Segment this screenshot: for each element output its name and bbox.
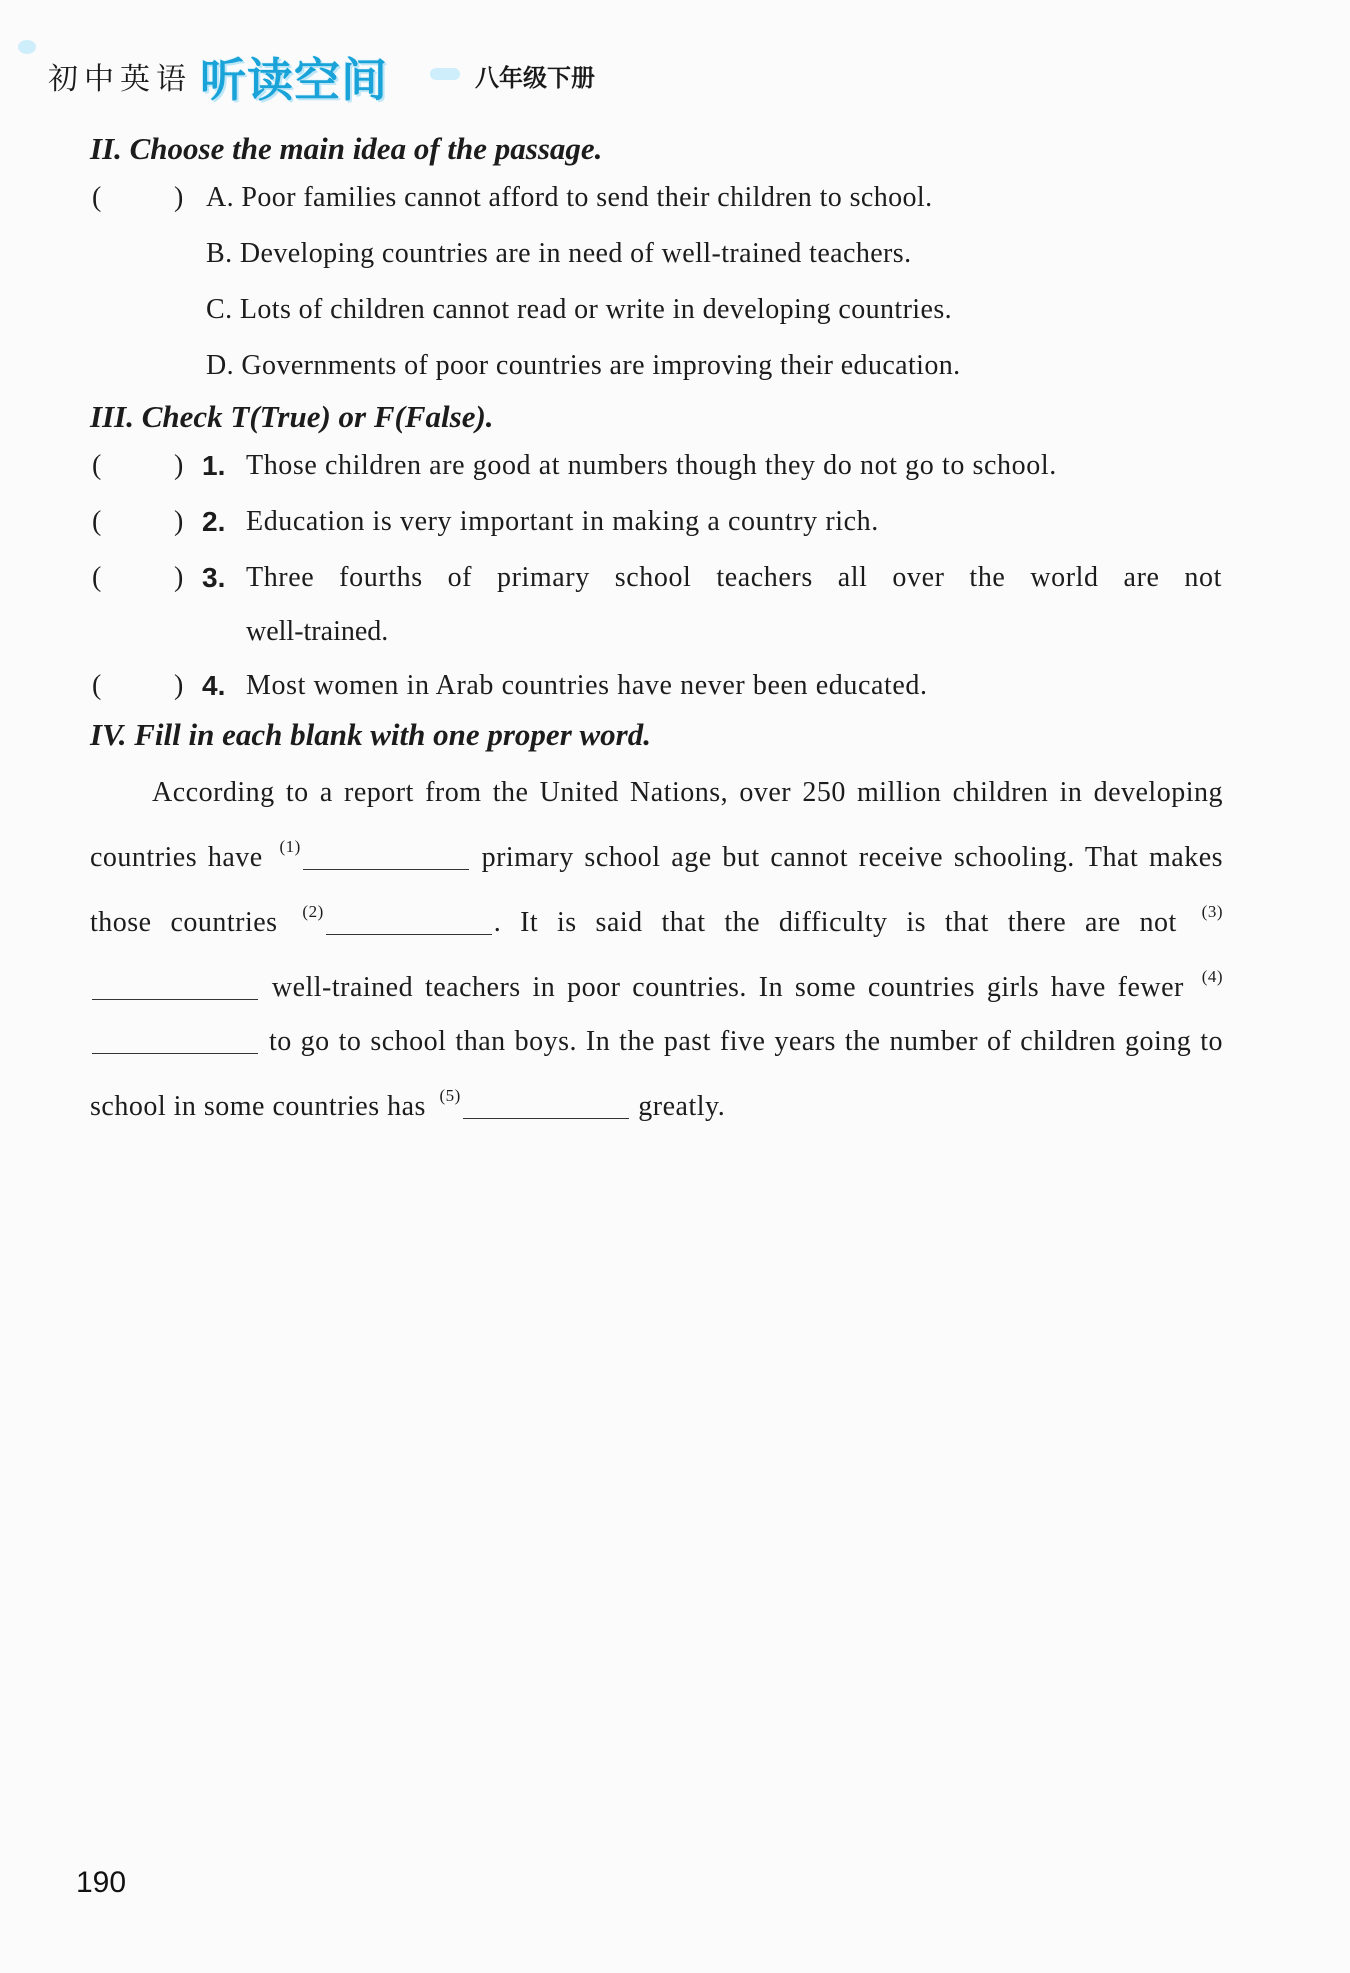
blank-number: (2) [302,902,324,921]
tf-row-3 [90,550,1225,606]
answer-blank-1[interactable] [303,839,469,870]
page-header [40,40,740,110]
tf-statement: Most women in Arab countries have never been educated. [246,670,928,701]
option-b: B. Developing countries are in need of well-trained teachers. [206,238,912,269]
passage-text: According to a report from the United Nations, over 250 million children in developing countries have [90,777,1223,873]
header-bubble-decoration [430,68,460,80]
answer-blank-3[interactable] [92,969,258,1000]
open-paren: ( [92,506,102,537]
tf-row-1 [90,438,1225,494]
option-row-d [90,338,1225,394]
passage-text: greatly. [638,1091,726,1122]
tf-statement: Those children are good at numbers though they do not go to school. [246,450,1057,481]
tf-statement-continued: well-trained. [246,616,389,647]
tf-row-3-continued [90,606,1225,658]
section-title-fill-blank: IV. Fill in each blank with one proper word. [90,717,651,752]
answer-blank-4[interactable] [92,1023,258,1054]
tf-number: 2. [202,506,226,537]
option-row-b [90,226,1225,282]
close-paren: ) [174,506,184,537]
answer-blank-2[interactable] [326,904,492,935]
tf-row-2 [90,494,1225,550]
option-row-a [90,170,1225,226]
tf-statement: Three fourths of primary school teachers all over the world are not [246,562,1222,593]
tf-statement: Education is very important in making a country rich. [246,506,879,537]
cloze-passage [90,766,1223,1134]
blank-number: (1) [279,837,301,856]
passage-text: . It is said that the difficulty is that there are not [493,907,1177,938]
option-row-c [90,282,1225,338]
passage-text: well-trained teachers in poor countries. In some countries girls have fewer [271,972,1184,1003]
tf-number: 4. [202,670,226,701]
option-d: D. Governments of poor countries are improving their education. [206,350,961,381]
blank-number: (4) [1201,967,1224,986]
close-paren: ) [174,670,184,701]
grade-label: 八年级下册 [475,64,595,92]
section-title-true-false: III. Check T(True) or F(False). [90,399,494,434]
open-paren: ( [92,670,102,701]
close-paren: ) [174,562,184,593]
page-number: 190 [76,1866,127,1899]
close-paren: ) [174,450,184,481]
book-series-logo: 听读空间 [200,53,388,107]
close-paren: ) [174,182,184,213]
blank-number: (5) [439,1086,461,1105]
option-a: A. Poor families cannot afford to send their children to school. [206,182,933,213]
book-series-prefix: 初中英语 [48,62,192,97]
open-paren: ( [92,450,102,481]
open-paren: ( [92,182,102,213]
tf-number: 3. [202,562,226,593]
open-paren: ( [92,562,102,593]
answer-blank-5[interactable] [463,1088,629,1119]
blank-number: (3) [1201,902,1223,921]
option-c: C. Lots of children cannot read or write in developing countries. [206,294,953,325]
logo-bubble-decoration [18,40,36,54]
tf-number: 1. [202,450,226,481]
page-content [90,128,1225,1162]
section-title-main-idea: II. Choose the main idea of the passage. [90,131,603,166]
passage-text: primary school age but cannot receive schooling. That makes those countries [90,842,1224,938]
passage-text: to go to school than boys. In the past five years the number of children going to school in some countries has [90,1026,1223,1122]
tf-row-4 [90,658,1225,714]
